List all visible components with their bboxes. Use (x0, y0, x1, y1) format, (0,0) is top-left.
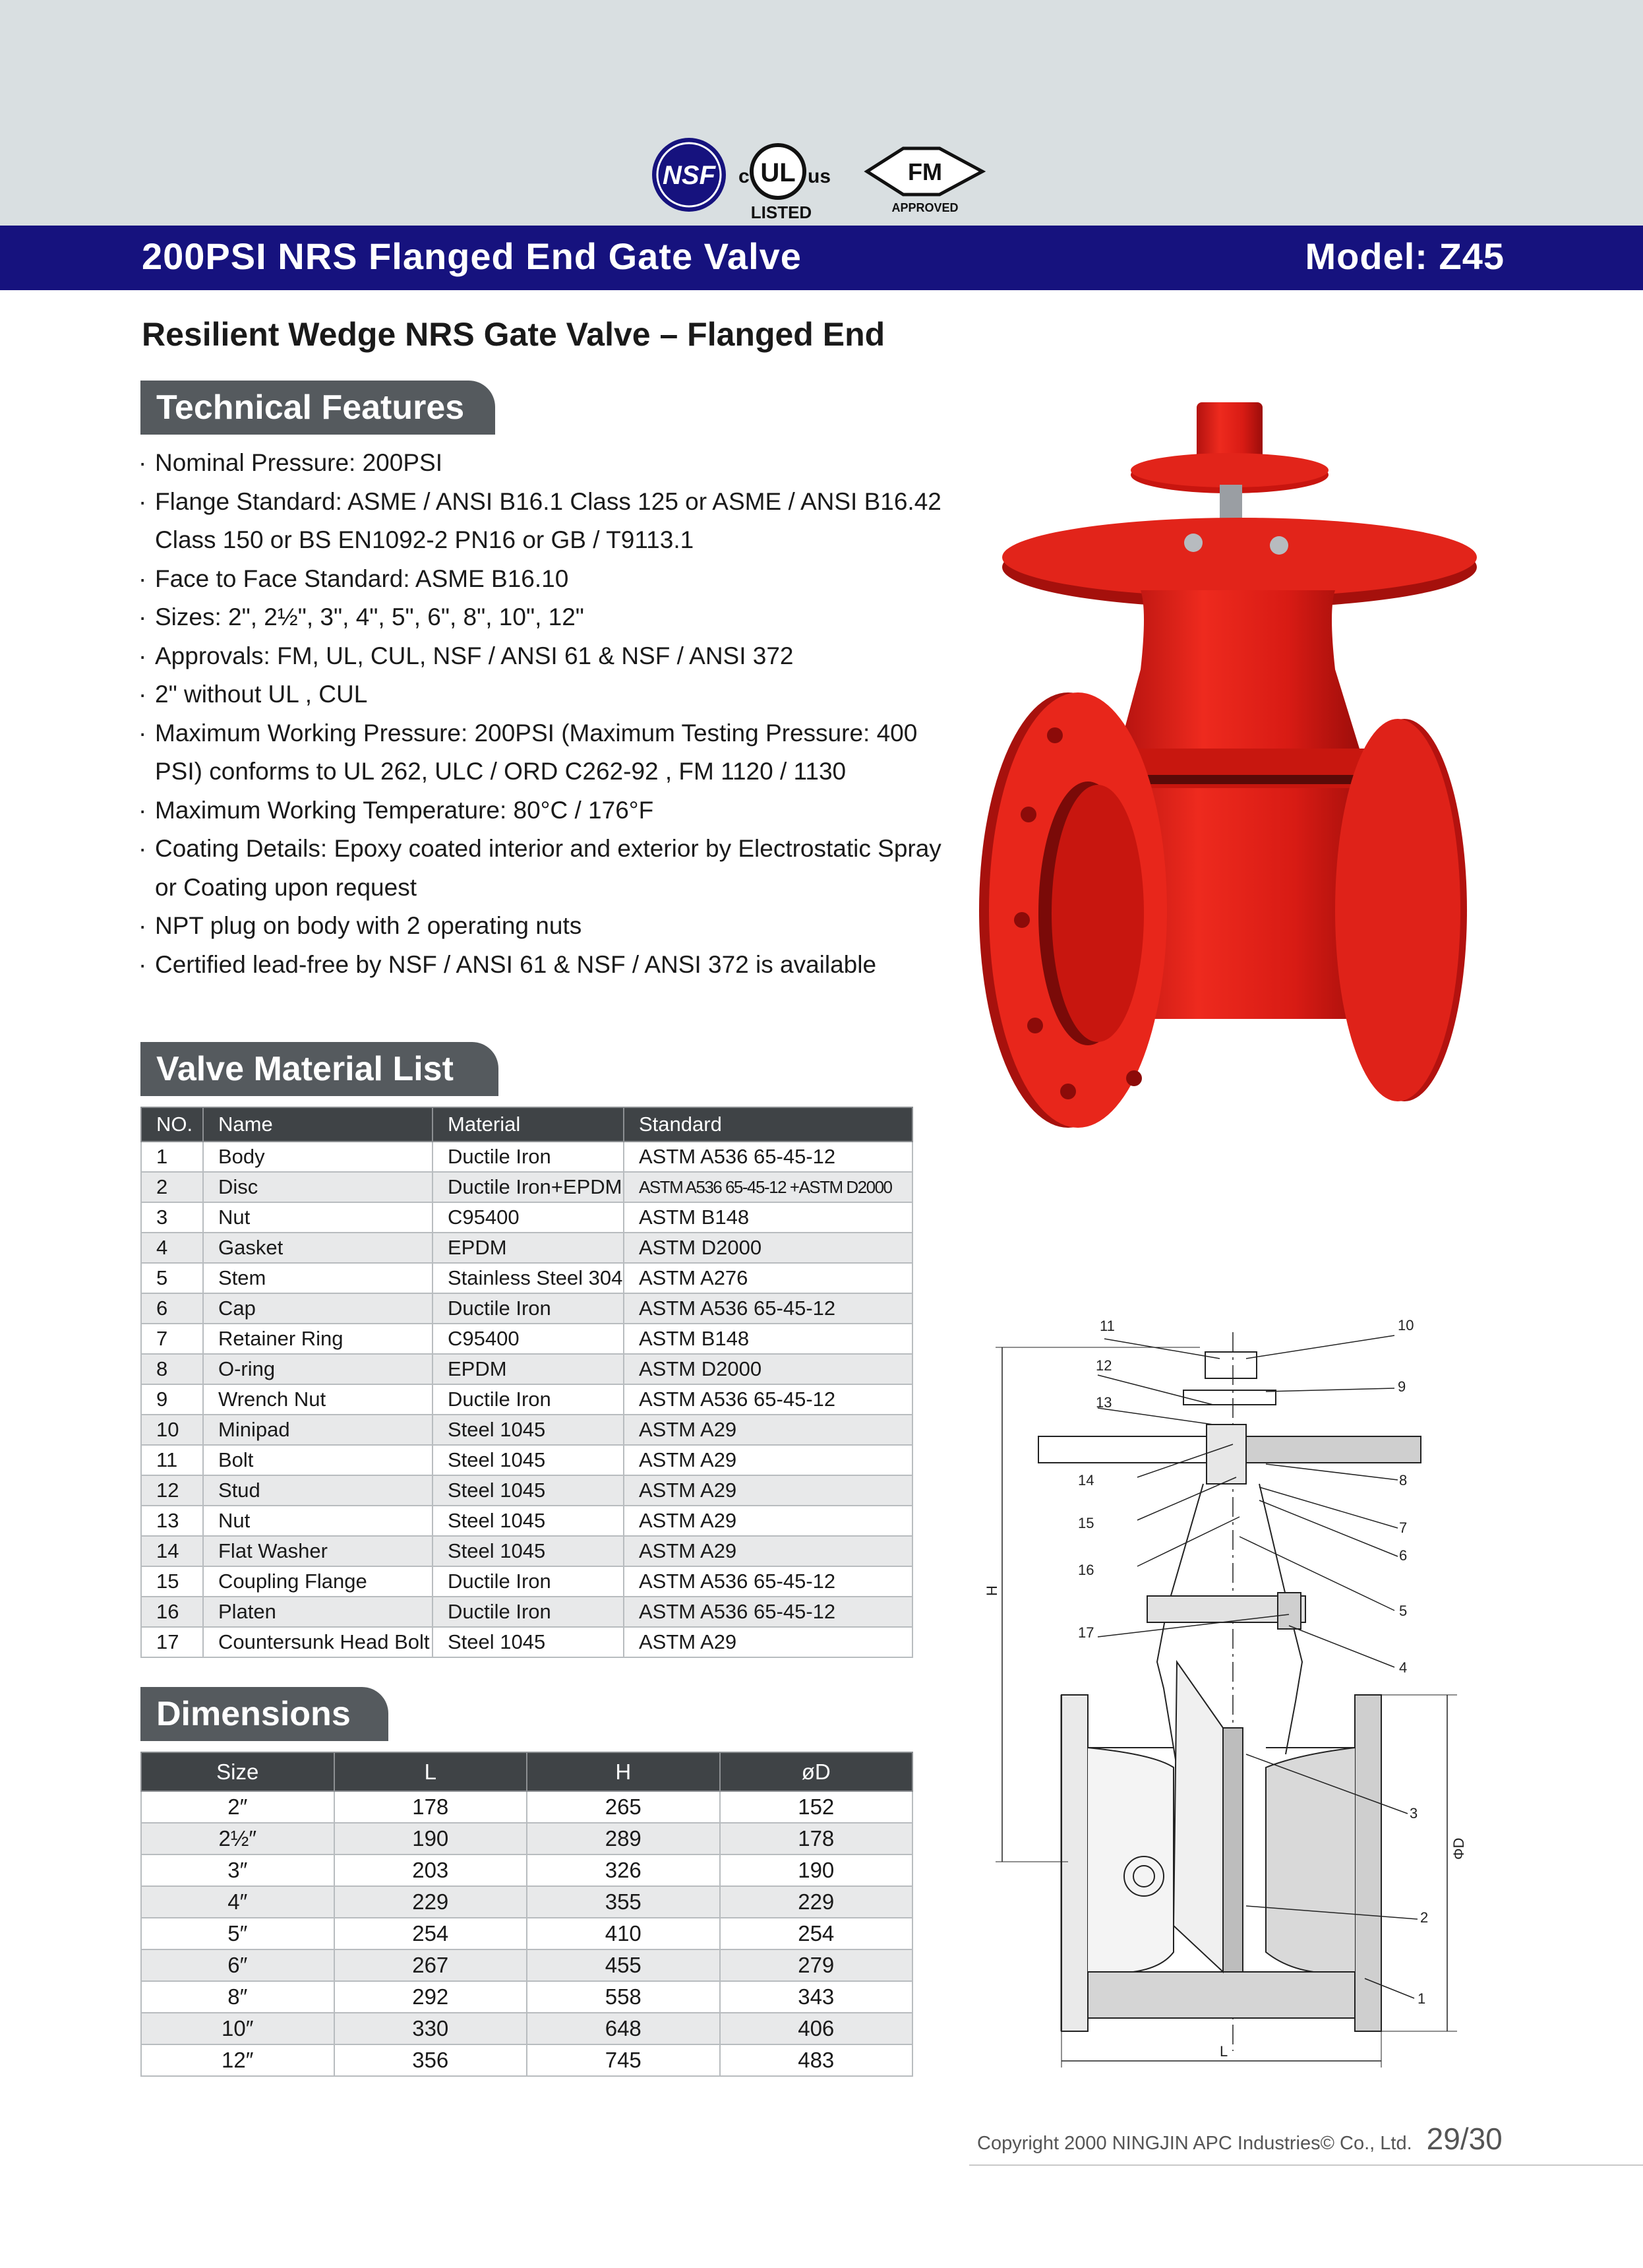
svg-text:15: 15 (1078, 1515, 1094, 1531)
feature-item: · Flange Standard: ASME / ANSI B16.1 Class 125 or ASME / ANSI B16.42 Class 150 or BS EN1092-2 PN16 or GB / T9113.1 (138, 483, 943, 560)
table-row: 11 Bolt Steel 1045 ASTM A29 (141, 1445, 912, 1475)
table-row: 3 Nut C95400 ASTM B148 (141, 1202, 912, 1233)
nsf-logo (652, 138, 726, 212)
svg-text:FM: FM (908, 158, 942, 185)
table-header-row (141, 1752, 912, 1791)
dimensions-table (140, 1752, 913, 2077)
svg-text:4: 4 (1399, 1659, 1408, 1676)
svg-text:9: 9 (1398, 1378, 1406, 1395)
table-row: 2½″ 190 289 178 (141, 1823, 912, 1854)
valve-product-photo (976, 392, 1477, 1217)
svg-text:13: 13 (1096, 1394, 1112, 1411)
nsf-text: NSF (663, 161, 715, 190)
table-header-row (141, 1107, 912, 1142)
column-header: øD (720, 1752, 913, 1791)
technical-features-list (138, 444, 943, 984)
dim-h-label: H (984, 1585, 1000, 1596)
table-row: 15 Coupling Flange Ductile Iron ASTM A536 65-45-12 (141, 1566, 912, 1597)
feature-item: · 2" without UL , CUL (138, 675, 943, 714)
certification-logos (649, 135, 992, 221)
title-bar (0, 226, 1643, 290)
table-row: 8″ 292 558 343 (141, 1981, 912, 2013)
svg-text:c: c (738, 166, 750, 187)
table-row: 12 Stud Steel 1045 ASTM A29 (141, 1475, 912, 1506)
table-row: 14 Flat Washer Steel 1045 ASTM A29 (141, 1536, 912, 1566)
dim-d-label: ΦD (1450, 1837, 1467, 1860)
svg-text:1: 1 (1418, 1990, 1426, 2007)
svg-text:LISTED: LISTED (750, 202, 812, 221)
svg-text:us: us (808, 166, 831, 187)
table-row: 13 Nut Steel 1045 ASTM A29 (141, 1506, 912, 1536)
svg-text:17: 17 (1078, 1624, 1094, 1641)
column-header: NO. (141, 1107, 203, 1142)
table-row: 5 Stem Stainless Steel 304 ASTM A276 (141, 1263, 912, 1293)
column-header: Standard (624, 1107, 912, 1142)
fm-approved-logo (867, 148, 982, 214)
table-row: 5″ 254 410 254 (141, 1918, 912, 1949)
column-header: H (527, 1752, 720, 1791)
table-row: 7 Retainer Ring C95400 ASTM B148 (141, 1324, 912, 1354)
footer (977, 2121, 1503, 2157)
feature-item: · Certified lead-free by NSF / ANSI 61 & NSF / ANSI 372 is available (138, 946, 943, 985)
feature-item: · Coating Details: Epoxy coated interior and exterior by Electrostatic Spray or Coating upon request (138, 830, 943, 907)
valve-section-drawing (956, 1293, 1483, 2071)
svg-text:2: 2 (1420, 1909, 1429, 1926)
material-table (140, 1107, 913, 1658)
table-row: 10 Minipad Steel 1045 ASTM A29 (141, 1415, 912, 1445)
table-row: 2 Disc Ductile Iron+EPDM ASTM A536 65-45-12 +ASTM D2000 (141, 1172, 912, 1202)
feature-item: · Face to Face Standard: ASME B16.10 (138, 560, 943, 599)
ul-text: UL (760, 158, 796, 187)
dimensions-heading: Dimensions (140, 1687, 388, 1741)
column-header: Name (203, 1107, 433, 1142)
column-header: Material (433, 1107, 624, 1142)
svg-text:11: 11 (1100, 1318, 1115, 1334)
page-number: 29/30 (1426, 2122, 1503, 2156)
table-row: 4″ 229 355 229 (141, 1886, 912, 1918)
feature-item: · Approvals: FM, UL, CUL, NSF / ANSI 61 & NSF / ANSI 372 (138, 637, 943, 676)
svg-text:16: 16 (1078, 1562, 1094, 1578)
product-title: 200PSI NRS Flanged End Gate Valve (142, 235, 802, 277)
svg-text:5: 5 (1399, 1603, 1408, 1619)
feature-item: · Sizes: 2", 2½", 3", 4", 5", 6", 8", 10", 12" (138, 598, 943, 637)
feature-item: · NPT plug on body with 2 operating nuts (138, 907, 943, 946)
ul-listed-logo (738, 145, 831, 221)
table-row: 16 Platen Ductile Iron ASTM A536 65-45-12 (141, 1597, 912, 1627)
table-row: 10″ 330 648 406 (141, 2013, 912, 2044)
column-header: Size (141, 1752, 334, 1791)
table-row: 12″ 356 745 483 (141, 2044, 912, 2076)
table-row: 17 Countersunk Head Bolt Steel 1045 ASTM A29 (141, 1627, 912, 1657)
svg-text:8: 8 (1399, 1472, 1408, 1488)
feature-item: · Maximum Working Temperature: 80°C / 176°F (138, 791, 943, 830)
svg-text:14: 14 (1078, 1472, 1094, 1488)
table-row: 6 Cap Ductile Iron ASTM A536 65-45-12 (141, 1293, 912, 1324)
copyright-text: Copyright 2000 NINGJIN APC Industries© Co., Ltd. (977, 2133, 1412, 2154)
table-row: 3″ 203 326 190 (141, 1854, 912, 1886)
dim-l-label: L (1220, 2043, 1228, 2060)
svg-text:7: 7 (1399, 1519, 1408, 1536)
feature-item: · Nominal Pressure: 200PSI (138, 444, 943, 483)
feature-item: · Maximum Working Pressure: 200PSI (Maximum Testing Pressure: 400 PSI) conforms to UL 262, ULC / ORD C262-92 , FM 1120 / 1130 (138, 714, 943, 791)
svg-text:APPROVED: APPROVED (891, 201, 959, 214)
svg-text:10: 10 (1398, 1317, 1414, 1333)
svg-text:12: 12 (1096, 1357, 1112, 1374)
material-list-heading: Valve Material List (140, 1042, 498, 1096)
model-number: Model: Z45 (1305, 235, 1505, 277)
table-row: 9 Wrench Nut Ductile Iron ASTM A536 65-45-12 (141, 1384, 912, 1415)
footer-rule (969, 2164, 1643, 2166)
table-row: 1 Body Ductile Iron ASTM A536 65-45-12 (141, 1142, 912, 1172)
table-row: 8 O-ring EPDM ASTM D2000 (141, 1354, 912, 1384)
table-row: 4 Gasket EPDM ASTM D2000 (141, 1233, 912, 1263)
column-header: L (334, 1752, 527, 1791)
svg-text:3: 3 (1410, 1805, 1418, 1822)
table-row: 6″ 267 455 279 (141, 1949, 912, 1981)
svg-text:6: 6 (1399, 1547, 1408, 1564)
technical-features-heading: Technical Features (140, 381, 495, 435)
table-row: 2″ 178 265 152 (141, 1791, 912, 1823)
product-subtitle: Resilient Wedge NRS Gate Valve – Flanged End (142, 316, 885, 353)
